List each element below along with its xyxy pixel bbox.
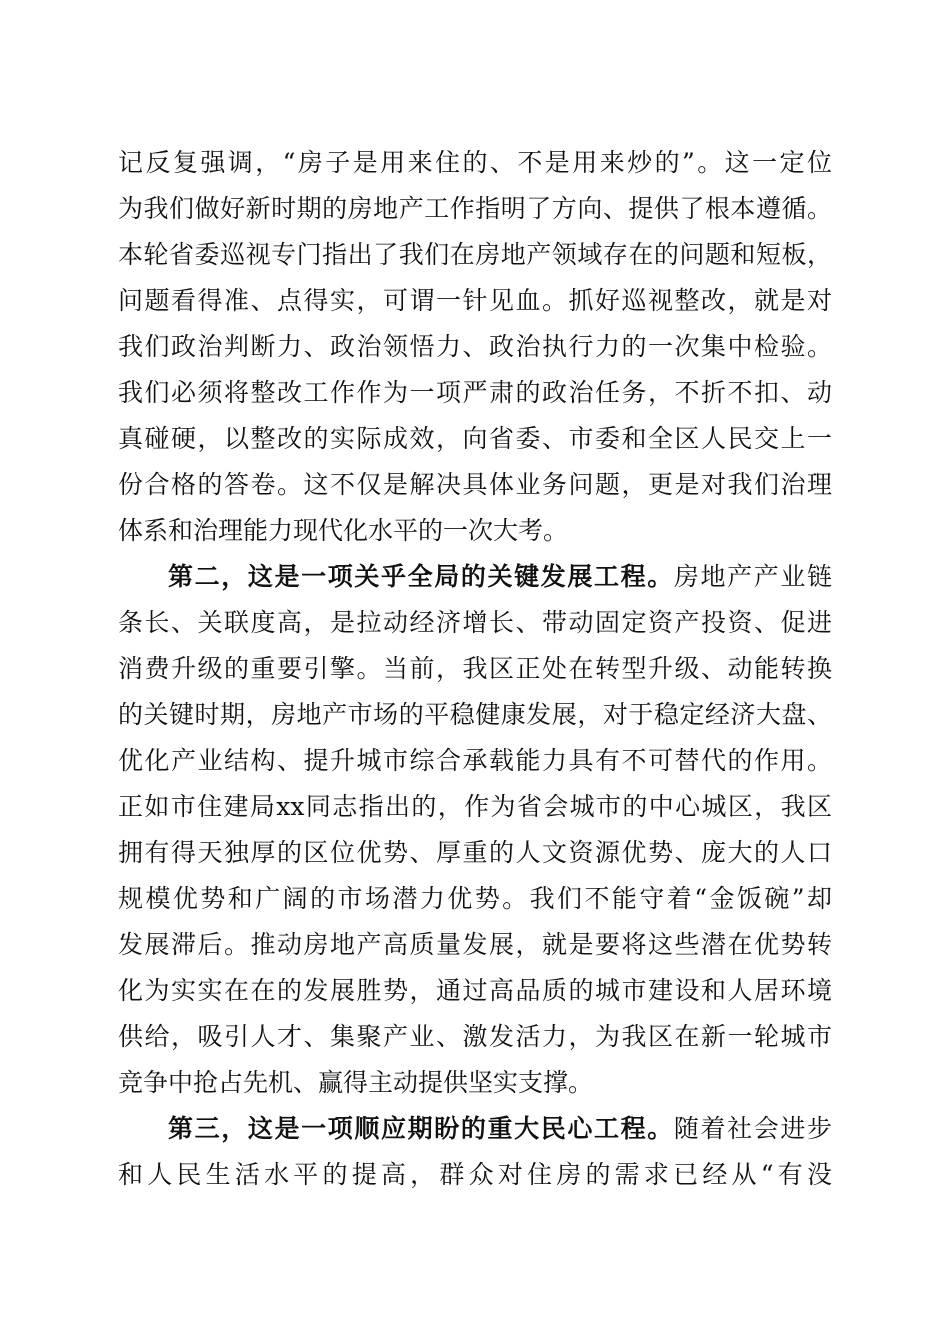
text-line: 真碰硬，以整改的实际成效，向省委、市委和全区人民交上一 — [118, 424, 832, 453]
text-line: 为我们做好新时期的房地产工作指明了方向、提供了根本遵循。 — [118, 194, 832, 223]
text-line: 条长、关联度高，是拉动经济增长、带动固定资产投资、促进 — [118, 608, 832, 637]
text-line: 和人民生活水平的提高，群众对住房的需求已经从“有没 — [118, 1160, 832, 1189]
text-line: 竞争中抢占先机、赢得主动提供坚实支撑。 — [118, 1068, 594, 1097]
text-line: 我们政治判断力、政治领悟力、政治执行力的一次集中检验。 — [118, 332, 832, 361]
text-line: 供给，吸引人才、集聚产业、激发活力，为我区在新一轮城市 — [118, 1022, 832, 1051]
text-line: 问题看得准、点得实，可谓一针见血。抓好巡视整改，就是对 — [118, 286, 832, 315]
paragraph-first-line — [168, 1114, 832, 1144]
paragraph-lead-heading: 第三，这是一项顺应期盼的重大民心工程。 — [168, 1114, 674, 1143]
text-line: 优化产业结构、提升城市综合承载能力具有不可替代的作用。 — [118, 746, 832, 775]
text-line: 化为实实在在的发展胜势，通过高品质的城市建设和人居环境 — [118, 976, 832, 1005]
text-line: 份合格的答卷。这不仅是解决具体业务问题，更是对我们治理 — [118, 470, 832, 499]
text-line: 体系和治理能力现代化水平的一次大考。 — [118, 516, 569, 545]
paragraph-first-text: 房地产产业链 — [673, 562, 832, 591]
paragraph-lead-heading: 第二，这是一项关乎全局的关键发展工程。 — [168, 562, 674, 591]
text-line: 正如市住建局xx同志指出的，作为省会城市的中心城区，我区 — [118, 792, 832, 821]
text-line: 的关键时期，房地产市场的平稳健康发展，对于稳定经济大盘、 — [118, 700, 832, 729]
text-line: 发展滞后。推动房地产高质量发展，就是要将这些潜在优势转 — [118, 930, 832, 959]
text-line: 我们必须将整改工作作为一项严肃的政治任务，不折不扣、动 — [118, 378, 832, 407]
text-line: 拥有得天独厚的区位优势、厚重的人文资源优势、庞大的人口 — [118, 838, 832, 867]
text-line: 规模优势和广阔的市场潜力优势。我们不能守着“金饭碗”却 — [118, 884, 832, 913]
paragraph-first-text: 随着社会进步 — [673, 1114, 832, 1143]
paragraph-first-line — [168, 562, 832, 592]
text-line: 记反复强调，“房子是用来住的、不是用来炒的”。这一定位 — [118, 148, 832, 177]
text-line: 本轮省委巡视专门指出了我们在房地产领域存在的问题和短板， — [118, 240, 832, 269]
text-line: 消费升级的重要引擎。当前，我区正处在转型升级、动能转换 — [118, 654, 832, 683]
